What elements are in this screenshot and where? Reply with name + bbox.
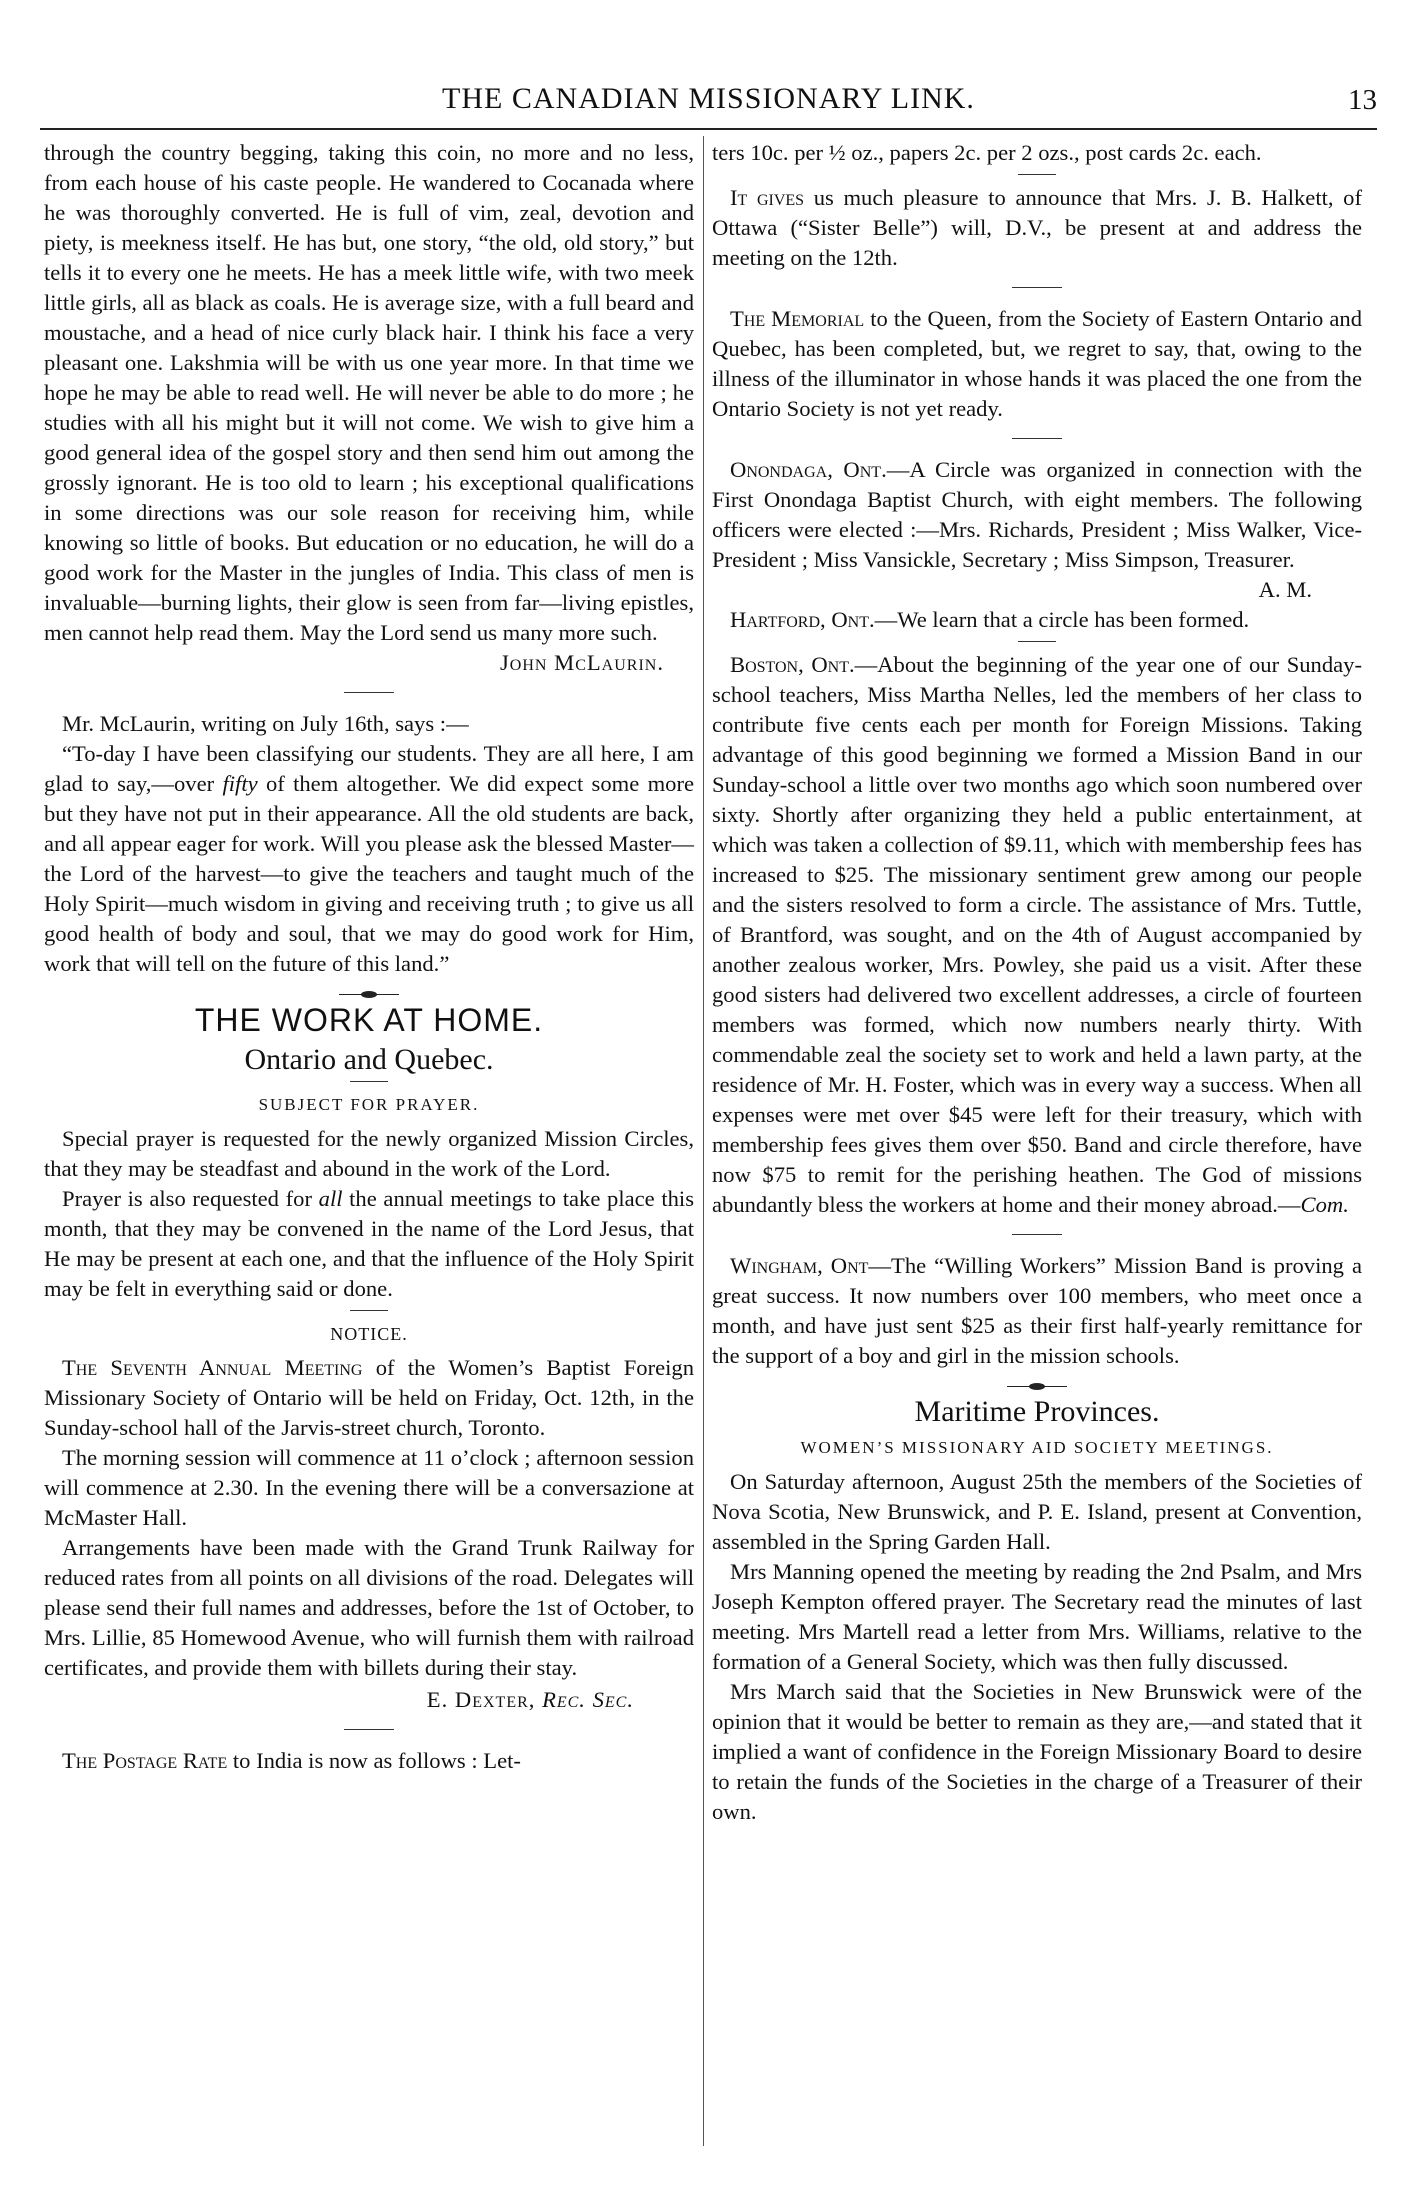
prayer-subject-heading: SUBJECT FOR PRAYER. xyxy=(258,1095,480,1114)
postage-rate-paragraph: The Postage Rate to India is now as follows : Let- xyxy=(62,1748,521,1773)
separator-rule xyxy=(1018,641,1056,642)
subsection-title-ontario-quebec: Ontario and Quebec. xyxy=(244,1043,494,1076)
hartford-paragraph: Hartford, Ont.—We learn that a circle has been formed. xyxy=(730,607,1250,632)
maritime-paragraph-2: Mrs Manning opened the meeting by reading the 2nd Psalm, and Mrs Joseph Kempton offered prayer. The Secretary read the minutes of last meeting. Mrs Martell read a letter from Mrs. Williams, relative to the formation of a General Society, which was then fully discussed. xyxy=(712,1559,1362,1674)
onondaga-paragraph: Onondaga, Ont.—A Circle was organized in connection with the First Onondaga Baptist Church, with eight members. The following officers were elected :—Mrs. Richards, President ; Miss Walker, Vice-President ; Miss Vansickle, Secretary ; Miss Simpson, Treasurer. xyxy=(712,457,1362,572)
lakshmia-paragraph: through the country begging, taking this coin, no more and no less, from each house of his caste people. He wandered to Cocanada where he was thoroughly converted. He is full of vim, zeal, devotion and piety, is meekness itself. He has but, one story, “the old, old story,” but tells it to every one he meets. He has a meek little wife, with two meek little girls, all as black as coals. He is average size, with a full beard and moustache, and a head of nice curly black hair. I think his face a very pleasant one. Lakshmia will be with us one year more. In that time we hope he may be able to read well. He will never be able to do more ; he studies with all his might but it will not come. We wish to give him a good general idea of the gospel story and then send him out among the grossly ignorant. He is too old to learn ; his exceptional qualifications in some directions was our sole reason for receiving him, while knowing so little of books. But education or no education, he will do a good work for the Master in the jungles of India. This class of men is invaluable—burning lights, their glow is seen from far—living epistles, men cannot help read them. May the Lord send us many more such. xyxy=(44,140,694,645)
section-title-maritime-provinces: Maritime Provinces. xyxy=(914,1395,1160,1428)
halkett-announcement: It gives us much pleasure to announce that Mrs. J. B. Halkett, of Ottawa (“Sister Belle”) will, D.V., be present at and address the meeting on the 12th. xyxy=(712,185,1362,270)
maritime-paragraph-1: On Saturday afternoon, August 25th the members of the Societies of Nova Scotia, New Brunswick, and P. E. Island, present at Convention, assembled in the Spring Garden Hall. xyxy=(712,1469,1362,1554)
wingham-paragraph: Wingham, Ont—The “Willing Workers” Mission Band is proving a great success. It now numbers over 100 members, who meet once a month, and have just sent $25 as their first half-yearly remittance for the support of a boy and girl in the mission schools. xyxy=(712,1253,1362,1368)
left-column xyxy=(44,138,694,1776)
notice-annual-meeting: The Seventh Annual Meeting of the Women’s Baptist Foreign Missionary Society of Ontario will be held on Friday, Oct. 12th, in the Sunday-school hall of the Jarvis-street church, Toronto. xyxy=(44,1355,694,1440)
signature-e-dexter: E. Dexter, Rec. Sec. xyxy=(426,1687,634,1712)
separator-rule xyxy=(350,1081,388,1082)
page-header xyxy=(40,80,1377,130)
separator-rule xyxy=(1018,174,1056,175)
mclaurin-intro: Mr. McLaurin, writing on July 16th, says :— xyxy=(62,711,469,736)
column-divider xyxy=(703,136,704,2146)
separator-rule xyxy=(1012,438,1062,439)
postage-rate-continued: ters 10c. per ½ oz., papers 2c. per 2 ozs., post cards 2c. each. xyxy=(712,140,1262,165)
ornament-rule xyxy=(1007,1383,1067,1391)
boston-paragraph: Boston, Ont.—About the beginning of the year one of our Sunday-school teachers, Miss Martha Nelles, led the members of her class to contribute five cents each per month for Foreign Missions. Taking advantage of this good beginning we formed a Mission Band in our Sunday-school a little over two months ago which soon numbered over sixty. Shortly after organizing they held a public entertainment, at which was taken a collection of $9.11, which with membership fees has increased to $25. The missionary sentiment grew among our people and the sisters resolved to form a circle. The assistance of Mrs. Tuttle, of Brantford, was sought, and on the 4th of August accompanied by another zealous worker, Mrs. Powley, she paid us a visit. After these good sisters had delivered two excellent addresses, a circle of fourteen members was formed, which now numbers nearly thirty. With commendable zeal the society set to work and held a lawn party, at the residence of Mr. H. Foster, which was in every way a success. When all expenses were met over $45 were left for their treasury, which with membership fees gives them over $50. Band and circle therefore, have now $75 to remit for the perishing heathen. The God of missions abundantly bless the workers at home and their money abroad.—Com. xyxy=(712,652,1362,1217)
publication-title: THE CANADIAN MISSIONARY LINK. xyxy=(442,82,975,115)
page-number: 13 xyxy=(1348,84,1377,116)
separator-rule xyxy=(1012,287,1062,288)
notice-heading: NOTICE. xyxy=(330,1324,408,1344)
prayer-paragraph-1: Special prayer is requested for the newly organized Mission Circles, that they may be steadfast and abound in the work of the Lord. xyxy=(44,1126,694,1181)
ornament-rule xyxy=(339,991,399,999)
maritime-paragraph-3: Mrs March said that the Societies in New Brunswick were of the opinion that it would be better to remain as they are,—and stated that it implied a want of confidence in the Foreign Missionary Board to desire to retain the funds of the Societies in the charge of a Treasurer of their own. xyxy=(712,1679,1362,1824)
right-column xyxy=(712,138,1362,1827)
signature-john-mclaurin: John McLaurin. xyxy=(500,650,664,675)
notice-sessions: The morning session will commence at 11 o’clock ; afternoon session will commence at 2.30. In the evening there will be a conversazione at McMaster Hall. xyxy=(44,1445,694,1530)
separator-rule xyxy=(350,1310,388,1311)
signature-am: A. M. xyxy=(1258,577,1312,602)
mclaurin-letter: “To-day I have been classifying our students. They are all here, I am glad to say,—over fifty of them altogether. We did expect some more but they have not put in their appearance. All the old students are back, and all appear eager for work. Will you please ask the blessed Master—the Lord of the harvest—to give the teachers and taught much of the Holy Spirit—much wisdom in giving and receiving truth ; to give us all good health of body and soul, that we may do good work for Him, work that will tell on the future of this land.” xyxy=(44,741,694,976)
prayer-paragraph-2: Prayer is also requested for all the annual meetings to take place this month, that they may be convened in the name of the Lord Jesus, that He may be present at each one, and that the influence of the Holy Spirit may be felt in everything said or done. xyxy=(44,1186,694,1301)
meetings-heading: WOMEN’S MISSIONARY AID SOCIETY MEETINGS. xyxy=(800,1438,1274,1457)
separator-rule xyxy=(344,692,394,693)
memorial-paragraph: The Memorial to the Queen, from the Society of Eastern Ontario and Quebec, has been completed, but, we regret to say, that, owing to the illness of the illuminator in whose hands it was placed the one from the Ontario Society is not yet ready. xyxy=(712,306,1362,421)
separator-rule xyxy=(1012,1234,1062,1235)
notice-railway: Arrangements have been made with the Grand Trunk Railway for reduced rates from all points on all divisions of the road. Delegates will please send their full names and addresses, before the 1st of October, to Mrs. Lillie, 85 Homewood Avenue, who will furnish them with railroad certificates, and provide them with billets during their stay. xyxy=(44,1535,694,1680)
separator-rule xyxy=(344,1729,394,1730)
section-title-work-at-home: THE WORK AT HOME. xyxy=(194,1002,544,1038)
